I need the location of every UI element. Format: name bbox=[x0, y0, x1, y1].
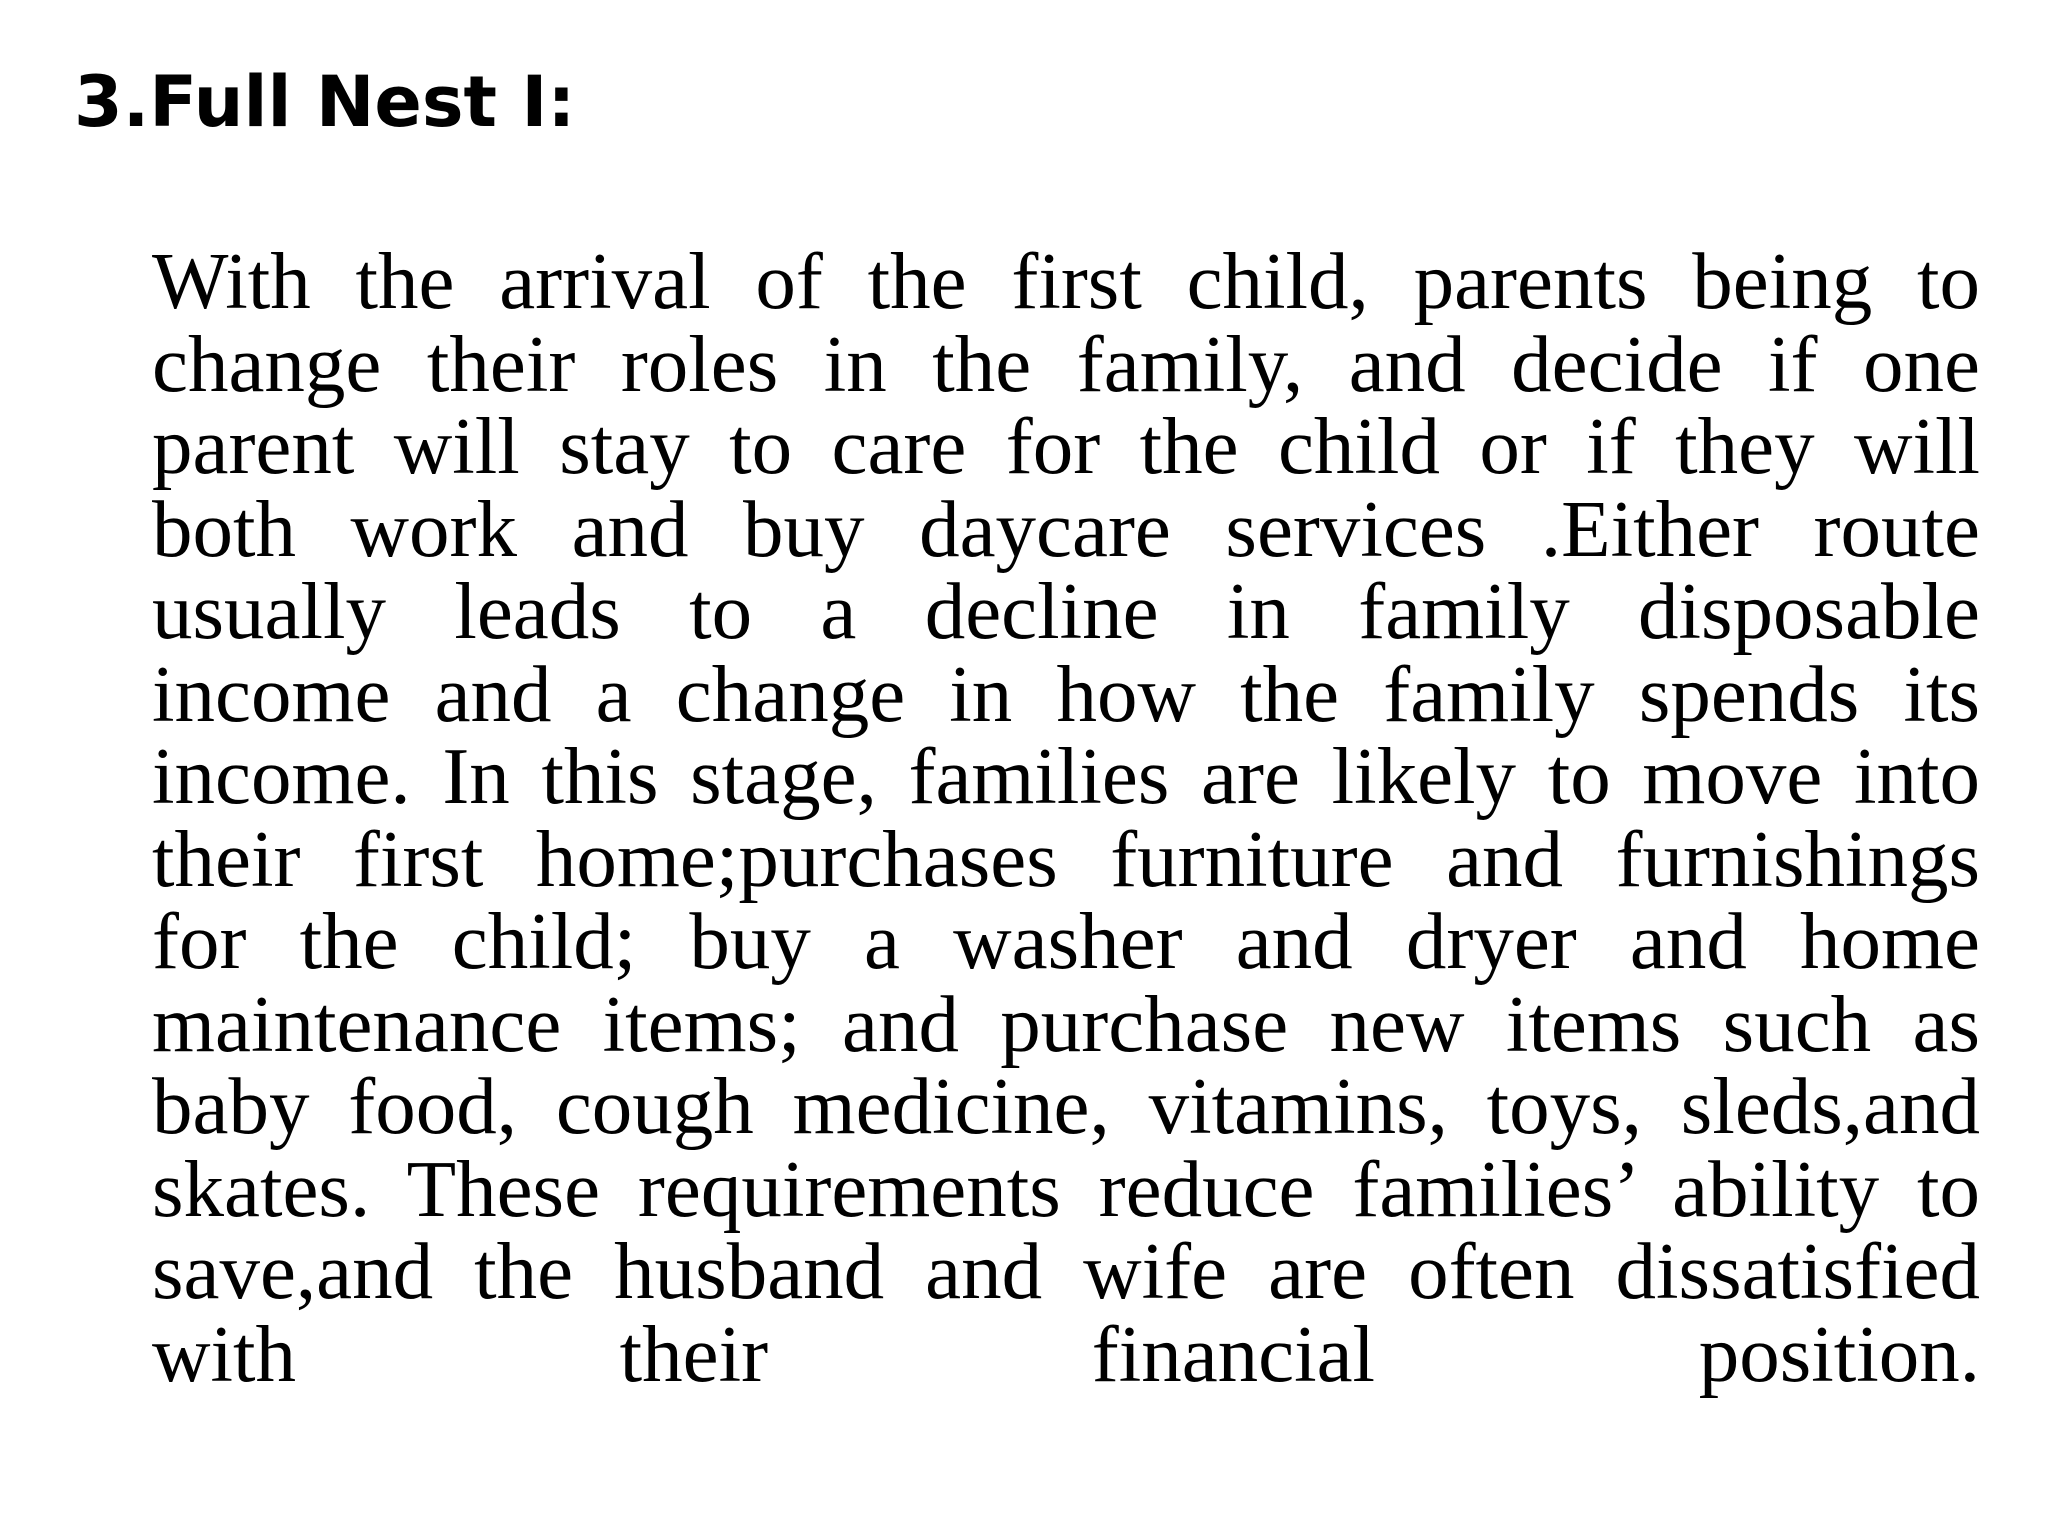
slide-title: 3.Full Nest I: bbox=[74, 61, 576, 143]
slide-body-paragraph bbox=[152, 236, 1980, 1399]
paragraph-line: with their financial position. bbox=[152, 1308, 1980, 1399]
paragraph-line: income and a change in how the family spends its bbox=[152, 648, 1980, 739]
paragraph-line: skates. These requirements reduce families’ ability to bbox=[152, 1143, 1980, 1234]
paragraph-line: save,and the husband and wife are often dissatisfied bbox=[152, 1226, 1980, 1316]
paragraph-line: change their roles in the family, and decide if one bbox=[152, 318, 1980, 409]
paragraph-line: their first home;purchases furniture and furnishings bbox=[152, 813, 1980, 904]
paragraph-line: parent will stay to care for the child or if they will bbox=[152, 401, 1980, 491]
paragraph-line: both work and buy daycare services .Either route bbox=[152, 483, 1980, 574]
paragraph-line: baby food, cough medicine, vitamins, toys, sleds,and bbox=[152, 1061, 1980, 1151]
paragraph-line: usually leads to a decline in family disposable bbox=[152, 566, 1980, 656]
paragraph-line: maintenance items; and purchase new items such as bbox=[152, 978, 1980, 1069]
paragraph-line: for the child; buy a washer and dryer and home bbox=[152, 896, 1980, 986]
paragraph-line: With the arrival of the first child, parents being to bbox=[152, 236, 1980, 326]
paragraph-line: income. In this stage, families are likely to move into bbox=[152, 731, 1980, 821]
